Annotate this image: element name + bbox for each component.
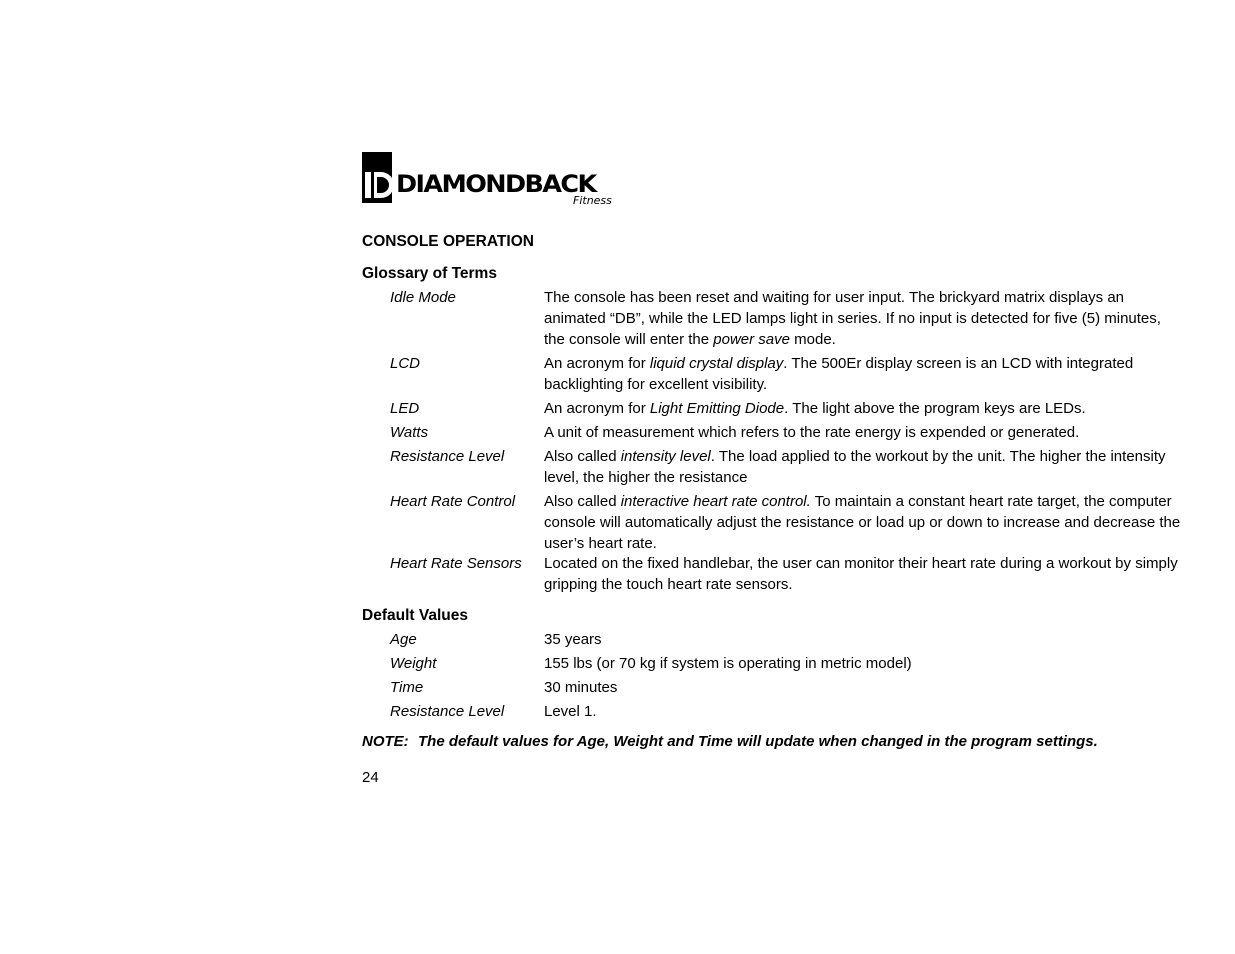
brand-sub: Fitness [573, 194, 612, 207]
default-term: Age [390, 631, 417, 648]
glossary-term: Watts [390, 424, 429, 441]
glossary-definition: Located on the fixed handlebar, the user can monitor their heart rate during a workout by simply gripping the touch heart rate sensors. [544, 555, 1178, 593]
default-value: 30 minutes [544, 679, 618, 696]
note-text: The default values for Age, Weight and Time will update when changed in the program settings. [418, 733, 1098, 750]
diamondback-logo-mark-icon [362, 152, 392, 203]
page-number: 24 [362, 769, 379, 786]
glossary-term: Idle Mode [390, 289, 456, 306]
glossary-term: Heart Rate Control [390, 493, 516, 510]
page-heading: CONSOLE OPERATION [362, 233, 534, 250]
glossary-term: LED [390, 400, 420, 417]
brand-logo [362, 152, 1182, 208]
glossary-definition: Also called interactive heart rate control. To maintain a constant heart rate target, the computer console will automatically adjust the resistance or load up or down to increase and decrease the user’s heart rate. [544, 493, 1181, 552]
glossary-definition: Also called intensity level. The load applied to the workout by the unit. The higher the intensity level, the higher the resistance [544, 448, 1166, 486]
default-value: 35 years [544, 631, 602, 648]
manual-page [362, 152, 1182, 786]
glossary-definition: A unit of measurement which refers to the rate energy is expended or generated. [544, 424, 1080, 441]
glossary-title: Glossary of Terms [362, 265, 497, 282]
glossary-definition: The console has been reset and waiting for user input. The brickyard matrix displays an animated “DB”, while the LED lamps light in series. If no input is detected for five (5) minutes, the console will enter the power save mode. [544, 289, 1161, 348]
glossary-term: LCD [390, 355, 421, 372]
note-label: NOTE: [362, 733, 409, 750]
default-term: Weight [390, 655, 437, 672]
glossary-definition: An acronym for Light Emitting Diode. The light above the program keys are LEDs. [544, 400, 1086, 417]
glossary-term: Resistance Level [390, 448, 505, 465]
default-value: 155 lbs (or 70 kg if system is operating in metric model) [544, 655, 912, 672]
glossary-term: Heart Rate Sensors [390, 555, 522, 572]
glossary-definition: An acronym for liquid crystal display. The 500Er display screen is an LCD with integrated backlighting for excellent visibility. [544, 355, 1134, 393]
brand-name: DIAMONDBACK [396, 170, 596, 198]
default-term: Time [390, 679, 424, 696]
defaults-title: Default Values [362, 607, 468, 624]
note [362, 731, 1098, 752]
default-value: Level 1. [544, 703, 597, 720]
default-term: Resistance Level [390, 703, 505, 720]
